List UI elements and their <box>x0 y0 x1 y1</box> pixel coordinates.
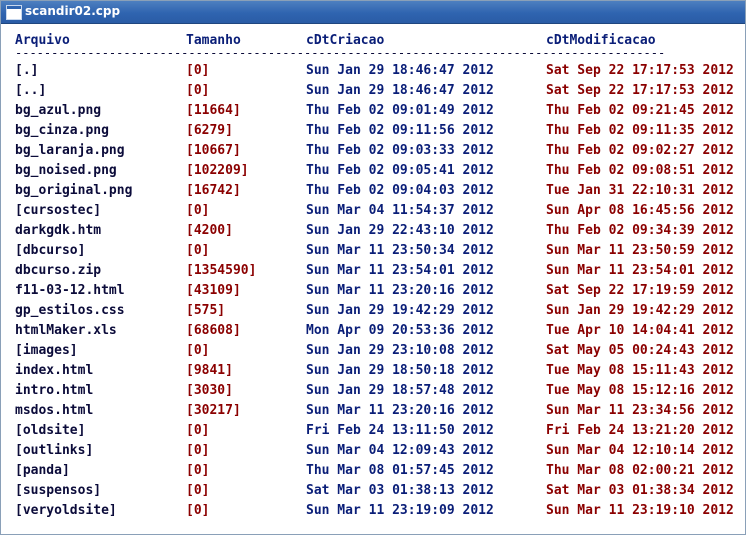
file-created: Sun Mar 11 23:54:01 2012 <box>306 263 494 278</box>
file-name: [..] <box>15 83 47 98</box>
file-modified: Sun Jan 29 19:42:29 2012 <box>546 303 734 318</box>
file-size: [0] <box>186 63 210 78</box>
file-modified: Tue Apr 10 14:04:41 2012 <box>546 323 734 338</box>
header-separator <box>15 49 710 57</box>
file-modified: Thu Feb 02 09:21:45 2012 <box>546 103 734 118</box>
file-modified: Tue May 08 15:12:16 2012 <box>546 383 734 398</box>
file-modified: Thu Mar 08 02:00:21 2012 <box>546 463 734 478</box>
file-modified: Sat Sep 22 17:17:53 2012 <box>546 63 734 78</box>
table-row <box>1 81 745 101</box>
table-row <box>1 201 745 221</box>
table-row <box>1 381 745 401</box>
table-row <box>1 241 745 261</box>
file-created: Sun Mar 11 23:50:34 2012 <box>306 243 494 258</box>
header-arquivo: Arquivo <box>15 33 70 48</box>
file-name: bg_noised.png <box>15 163 117 178</box>
table-row <box>1 181 745 201</box>
file-name: [oldsite] <box>15 423 86 438</box>
file-name: f11-03-12.html <box>15 283 125 298</box>
file-size: [0] <box>186 503 210 518</box>
file-created: Sun Mar 11 23:20:16 2012 <box>306 403 494 418</box>
file-modified: Sun Mar 11 23:19:10 2012 <box>546 503 734 518</box>
file-name: darkgdk.htm <box>15 223 102 238</box>
table-row <box>1 501 745 521</box>
file-name: [cursostec] <box>15 203 102 218</box>
file-name: dbcurso.zip <box>15 263 102 278</box>
table-row <box>1 481 745 501</box>
file-modified: Tue Jan 31 22:10:31 2012 <box>546 183 734 198</box>
file-name: bg_laranja.png <box>15 143 125 158</box>
table-row <box>1 141 745 161</box>
table-row <box>1 401 745 421</box>
table-row <box>1 301 745 321</box>
file-size: [43109] <box>186 283 241 298</box>
file-size: [1354590] <box>186 263 257 278</box>
file-modified: Fri Feb 24 13:21:20 2012 <box>546 423 734 438</box>
file-modified: Thu Feb 02 09:34:39 2012 <box>546 223 734 238</box>
file-name: intro.html <box>15 383 94 398</box>
file-size: [575] <box>186 303 226 318</box>
console-output[interactable] <box>1 24 745 534</box>
table-row <box>1 341 745 361</box>
file-created: Sun Jan 29 18:46:47 2012 <box>306 63 494 78</box>
file-created: Thu Feb 02 09:11:56 2012 <box>306 123 494 138</box>
file-modified: Thu Feb 02 09:02:27 2012 <box>546 143 734 158</box>
file-created: Thu Mar 08 01:57:45 2012 <box>306 463 494 478</box>
file-name: [panda] <box>15 463 70 478</box>
file-name: [outlinks] <box>15 443 94 458</box>
file-created: Thu Feb 02 09:01:49 2012 <box>306 103 494 118</box>
table-row <box>1 121 745 141</box>
table-row <box>1 361 745 381</box>
file-name: bg_azul.png <box>15 103 102 118</box>
file-created: Sun Jan 29 19:42:29 2012 <box>306 303 494 318</box>
file-created: Fri Feb 24 13:11:50 2012 <box>306 423 494 438</box>
file-size: [0] <box>186 243 210 258</box>
file-created: Sun Mar 04 12:09:43 2012 <box>306 443 494 458</box>
file-modified: Thu Feb 02 09:08:51 2012 <box>546 163 734 178</box>
table-row <box>1 441 745 461</box>
file-created: Sun Jan 29 22:43:10 2012 <box>306 223 494 238</box>
file-size: [30217] <box>186 403 241 418</box>
file-name: bg_cinza.png <box>15 123 109 138</box>
file-created: Thu Feb 02 09:03:33 2012 <box>306 143 494 158</box>
file-modified: Sun Mar 11 23:50:59 2012 <box>546 243 734 258</box>
file-size: [68608] <box>186 323 241 338</box>
file-name: [dbcurso] <box>15 243 86 258</box>
file-size: [0] <box>186 443 210 458</box>
console-window-icon[interactable] <box>6 5 22 20</box>
table-row <box>1 161 745 181</box>
header-criacao: cDtCriacao <box>306 33 385 48</box>
file-name: gp_estilos.css <box>15 303 125 318</box>
file-modified: Sun Mar 11 23:34:56 2012 <box>546 403 734 418</box>
file-created: Sun Jan 29 18:50:18 2012 <box>306 363 494 378</box>
file-created: Sun Mar 11 23:20:16 2012 <box>306 283 494 298</box>
table-row <box>1 101 745 121</box>
table-row <box>1 461 745 481</box>
header-row <box>1 31 745 51</box>
file-size: [0] <box>186 463 210 478</box>
file-modified: Sat May 05 00:24:43 2012 <box>546 343 734 358</box>
file-name: [images] <box>15 343 78 358</box>
file-size: [6279] <box>186 123 233 138</box>
file-size: [16742] <box>186 183 241 198</box>
file-created: Sun Mar 04 11:54:37 2012 <box>306 203 494 218</box>
table-row <box>1 421 745 441</box>
file-modified: Sat Sep 22 17:19:59 2012 <box>546 283 734 298</box>
file-name: msdos.html <box>15 403 94 418</box>
file-size: [0] <box>186 83 210 98</box>
file-modified: Tue May 08 15:11:43 2012 <box>546 363 734 378</box>
file-created: Sun Jan 29 23:10:08 2012 <box>306 343 494 358</box>
table-row <box>1 281 745 301</box>
file-created: Thu Feb 02 09:04:03 2012 <box>306 183 494 198</box>
file-size: [0] <box>186 343 210 358</box>
file-name: index.html <box>15 363 94 378</box>
table-row <box>1 61 745 81</box>
file-name: [.] <box>15 63 39 78</box>
table-row <box>1 221 745 241</box>
file-name: htmlMaker.xls <box>15 323 117 338</box>
file-size: [4200] <box>186 223 233 238</box>
file-name: [veryoldsite] <box>15 503 117 518</box>
file-size: [102209] <box>186 163 249 178</box>
window-title: scandir02.cpp <box>25 4 121 18</box>
file-modified: Sat Mar 03 01:38:34 2012 <box>546 483 734 498</box>
file-modified: Sat Sep 22 17:17:53 2012 <box>546 83 734 98</box>
file-created: Sun Mar 11 23:19:09 2012 <box>306 503 494 518</box>
table-row <box>1 321 745 341</box>
header-modificacao: cDtModificacao <box>546 33 656 48</box>
file-created: Sun Jan 29 18:46:47 2012 <box>306 83 494 98</box>
file-modified: Sun Mar 04 12:10:14 2012 <box>546 443 734 458</box>
file-name: bg_original.png <box>15 183 133 198</box>
table-row <box>1 261 745 281</box>
file-size: [3030] <box>186 383 233 398</box>
file-created: Sun Jan 29 18:57:48 2012 <box>306 383 494 398</box>
file-modified: Sun Mar 11 23:54:01 2012 <box>546 263 734 278</box>
file-size: [0] <box>186 483 210 498</box>
title-bar[interactable] <box>1 1 745 24</box>
file-modified: Thu Feb 02 09:11:35 2012 <box>546 123 734 138</box>
file-size: [11664] <box>186 103 241 118</box>
file-size: [0] <box>186 423 210 438</box>
file-created: Mon Apr 09 20:53:36 2012 <box>306 323 494 338</box>
file-size: [10667] <box>186 143 241 158</box>
file-size: [0] <box>186 203 210 218</box>
file-created: Sat Mar 03 01:38:13 2012 <box>306 483 494 498</box>
file-size: [9841] <box>186 363 233 378</box>
header-tamanho: Tamanho <box>186 33 241 48</box>
file-name: [suspensos] <box>15 483 102 498</box>
file-created: Thu Feb 02 09:05:41 2012 <box>306 163 494 178</box>
file-modified: Sun Apr 08 16:45:56 2012 <box>546 203 734 218</box>
